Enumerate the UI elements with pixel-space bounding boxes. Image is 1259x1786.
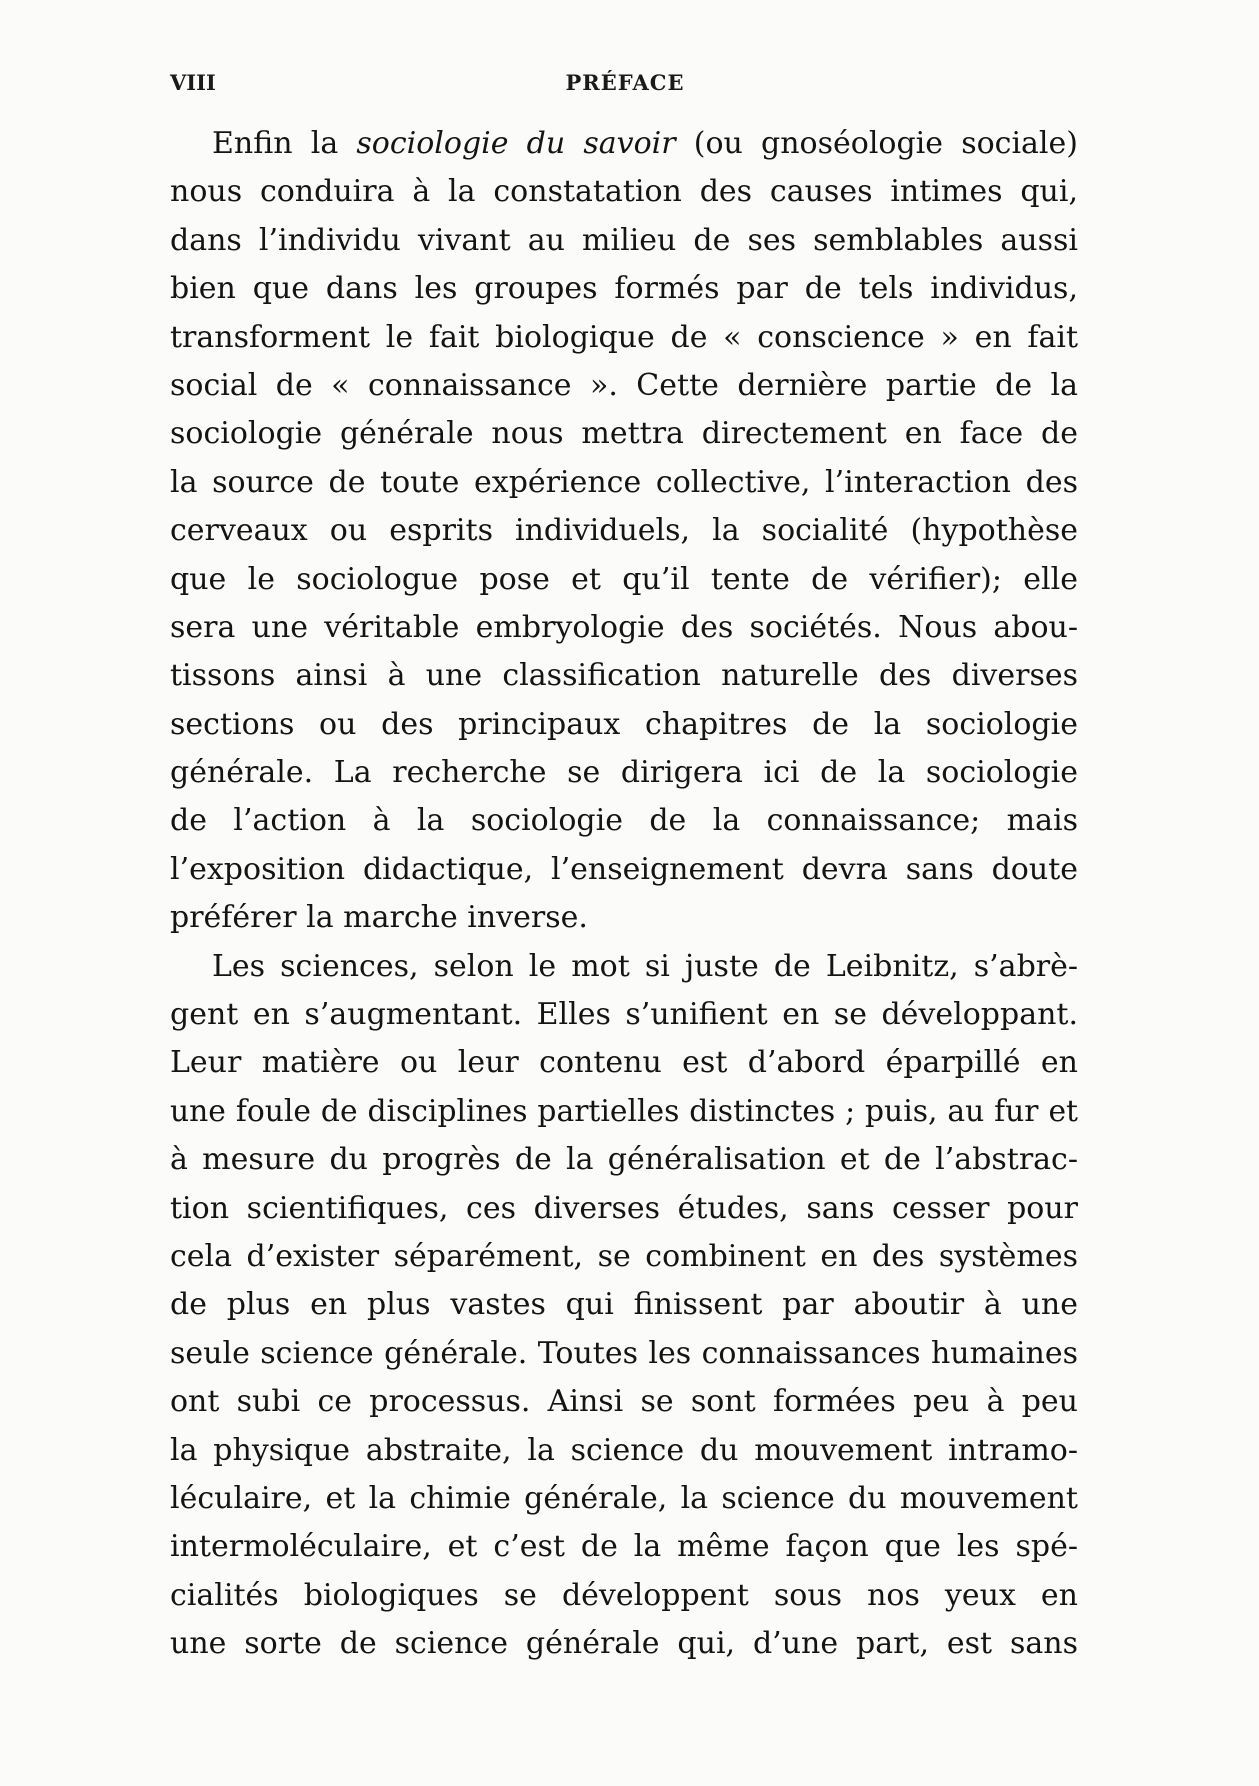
- text-line: tion scientifiques, ces diverses études, sans cesser pour: [170, 1190, 1078, 1226]
- text-line: intermoléculaire, et c’est de la même façon que les spé-: [170, 1529, 1078, 1565]
- text-line: tissons ainsi à une classification naturelle des diverses: [170, 658, 1078, 694]
- text-line: sociologie générale nous mettra directement en face de: [170, 416, 1078, 452]
- text-line: nous conduira à la constatation des causes intimes qui,: [170, 174, 1078, 210]
- text-line: bien que dans les groupes formés par de tels individus,: [170, 271, 1078, 307]
- text-line: social de « connaissance ». Cette dernière partie de la: [170, 367, 1078, 403]
- text-line: générale. La recherche se dirigera ici de la sociologie: [170, 755, 1078, 791]
- text-line: à mesure du progrès de la généralisation et de l’abstrac-: [170, 1142, 1078, 1178]
- text-line: l’exposition didactique, l’enseignement devra sans doute: [170, 851, 1078, 887]
- text-line: de l’action à la sociologie de la connaissance; mais: [170, 803, 1078, 839]
- text-line: cialités biologiques se développent sous nos yeux en: [170, 1577, 1078, 1613]
- text-line: transforment le fait biologique de « conscience » en fait: [170, 319, 1078, 355]
- text-line: seule science générale. Toutes les connaissances humaines: [170, 1335, 1078, 1371]
- text-line: Leur matière ou leur contenu est d’abord éparpillé en: [170, 1045, 1078, 1081]
- page-number: VIII: [170, 70, 216, 95]
- paragraph-1: [170, 120, 1078, 943]
- text-line: que le sociologue pose et qu’il tente de vérifier); elle: [170, 561, 1078, 597]
- text-line: la physique abstraite, la science du mouvement intramo-: [170, 1432, 1078, 1468]
- text-line: préférer la marche inverse.: [170, 900, 588, 936]
- text-line: cela d’exister séparément, se combinent en des systèmes: [170, 1238, 1078, 1274]
- text-line: une sorte de science générale qui, d’une part, est sans: [170, 1626, 1078, 1662]
- text-line: gent en s’augmentant. Elles s’unifient en se développant.: [170, 997, 1078, 1033]
- paragraph-2: [170, 943, 1078, 1669]
- text-line: [170, 120, 1078, 168]
- text-line: Les sciences, selon le mot si juste de Leibnitz, s’abrè-: [212, 948, 1078, 984]
- text-run: Enfin la: [212, 126, 357, 161]
- text-line: une foule de disciplines partielles distinctes ; puis, au fur et: [170, 1093, 1078, 1129]
- text-line: sections ou des principaux chapitres de la sociologie: [170, 706, 1078, 742]
- text-line: la source de toute expérience collective, l’interaction des: [170, 464, 1078, 500]
- running-head: [170, 70, 1080, 100]
- running-title: PRÉFACE: [565, 70, 685, 95]
- text-line: cerveaux ou esprits individuels, la socialité (hypothèse: [170, 513, 1078, 549]
- text-run: (ou gnoséologie sociale): [675, 126, 1078, 161]
- text-line: dans l’individu vivant au milieu de ses semblables aussi: [170, 222, 1078, 258]
- body-text: [170, 120, 1078, 1669]
- text-line: sera une véritable embryologie des sociétés. Nous abou-: [170, 609, 1078, 645]
- text-line: de plus en plus vastes qui finissent par aboutir à une: [170, 1287, 1078, 1323]
- text-line: ont subi ce processus. Ainsi se sont formées peu à peu: [170, 1384, 1078, 1420]
- italic-term: sociologie du savoir: [356, 126, 676, 161]
- text-line: léculaire, et la chimie générale, la science du mouvement: [170, 1480, 1078, 1516]
